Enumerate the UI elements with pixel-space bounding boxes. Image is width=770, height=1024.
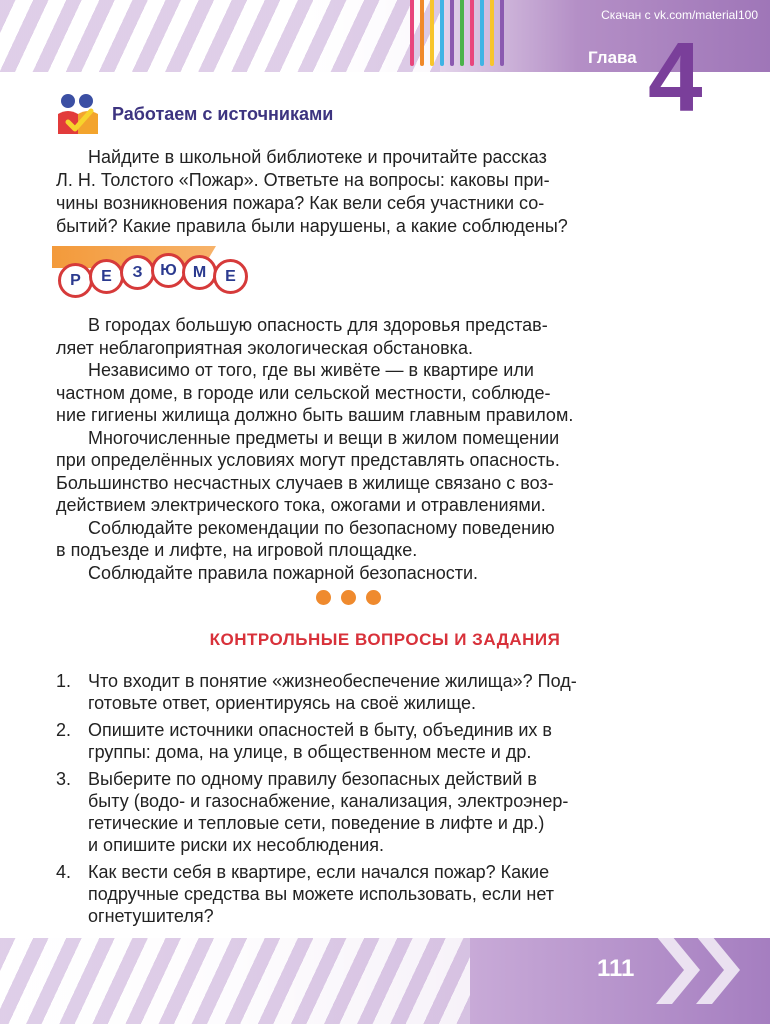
question-line: подручные средства вы можете использовать, если нет — [88, 884, 555, 904]
people-check-icon — [56, 92, 102, 138]
divider-dot — [366, 590, 381, 605]
question-line: группы: дома, на улице, в общественном месте и др. — [88, 742, 532, 762]
question-line: быту (водо- и газоснабжение, канализация, электроэнер- — [88, 791, 569, 811]
text-line: чины возникновения пожара? Как вели себя участники со- — [56, 193, 545, 213]
question-number: 1. — [56, 671, 72, 691]
question-line: гетические и тепловые сети, поведение в лифте и др.) — [88, 813, 545, 833]
header-color-bar — [420, 0, 424, 66]
chapter-number: 4 — [648, 22, 703, 132]
download-note: Скачан с vk.com/material100 — [601, 8, 758, 22]
header-color-bar — [430, 0, 434, 66]
sources-paragraph — [56, 146, 650, 238]
question-item — [56, 861, 650, 927]
questions-list — [56, 670, 650, 932]
question-number: 4. — [56, 862, 72, 882]
text-line: в подъезде и лифте, на игровой площадке. — [56, 540, 418, 560]
header-color-bar — [440, 0, 444, 66]
question-line: Опишите источники опасностей в быту, объединив их в — [88, 720, 552, 740]
sources-section-title: Работаем с источниками — [112, 104, 334, 124]
resume-letter: Е — [213, 259, 248, 294]
question-item — [56, 670, 650, 714]
footer-stripes — [0, 938, 470, 1024]
text-line: Л. Н. Толстого «Пожар». Ответьте на вопросы: каковы при- — [56, 170, 550, 190]
resume-letter: Е — [89, 259, 124, 294]
text-line: В городах большую опасность для здоровья представ- — [88, 315, 548, 335]
double-chevron-right-icon — [650, 930, 750, 1010]
text-line: при определённых условиях могут представлять опасность. — [56, 450, 560, 470]
questions-section-title: КОНТРОЛЬНЫЕ ВОПРОСЫ И ЗАДАНИЯ — [209, 630, 561, 649]
text-line: Многочисленные предметы и вещи в жилом помещении — [88, 427, 560, 448]
header-stripes — [0, 0, 440, 72]
text-line: Соблюдайте рекомендации по безопасному поведению — [88, 517, 555, 538]
question-line: Как вести себя в квартире, если начался пожар? Какие — [88, 862, 550, 882]
page-number: 111 — [597, 955, 635, 982]
resume-letter: Ю — [151, 253, 186, 288]
resume-paragraph — [56, 314, 650, 584]
text-line: действием электрического тока, ожогами и отравлениями. — [56, 495, 546, 515]
question-line: и опишите риски их несоблюдения. — [88, 835, 384, 855]
text-line: Независимо от того, где вы живёте — в квартире или — [88, 360, 534, 380]
header-color-bar — [410, 0, 414, 66]
header-color-bar — [490, 0, 494, 66]
header-color-bar — [460, 0, 464, 66]
resume-letter: М — [182, 255, 217, 290]
question-line: Выберите по одному правилу безопасных действий в — [88, 769, 537, 789]
section-divider-dots — [316, 590, 381, 605]
text-line: Соблюдайте правила пожарной безопасности. — [88, 562, 479, 583]
text-line: бытий? Какие правила были нарушены, а какие соблюдены? — [56, 216, 568, 236]
resume-letter: Р — [58, 263, 93, 298]
question-item — [56, 768, 650, 856]
question-line: готовьте ответ, ориентируясь на своё жилище. — [88, 693, 476, 713]
question-line: Что входит в понятие «жизнеобеспечение жилища»? Под- — [88, 671, 577, 691]
question-number: 2. — [56, 720, 72, 740]
divider-dot — [316, 590, 331, 605]
resume-letter: З — [120, 255, 155, 290]
text-line: ние гигиены жилища должно быть вашим главным правилом. — [56, 405, 574, 425]
header-color-bar — [480, 0, 484, 66]
resume-badge — [58, 253, 244, 288]
divider-dot — [341, 590, 356, 605]
text-line: Большинство несчастных случаев в жилище связано с воз- — [56, 472, 554, 493]
question-item — [56, 719, 650, 763]
header-color-bar — [470, 0, 474, 66]
question-number: 3. — [56, 769, 72, 789]
header-color-bar — [500, 0, 504, 66]
header-color-bar — [450, 0, 454, 66]
text-line: Найдите в школьной библиотеке и прочитайте рассказ — [88, 147, 547, 167]
text-line: частном доме, в городе или сельской местности, соблюде- — [56, 382, 551, 403]
chapter-label: Глава — [588, 48, 637, 67]
question-line: огнетушителя? — [88, 906, 214, 926]
header-color-bars — [410, 0, 504, 66]
text-line: ляет неблагоприятная экологическая обстановка. — [56, 337, 473, 358]
